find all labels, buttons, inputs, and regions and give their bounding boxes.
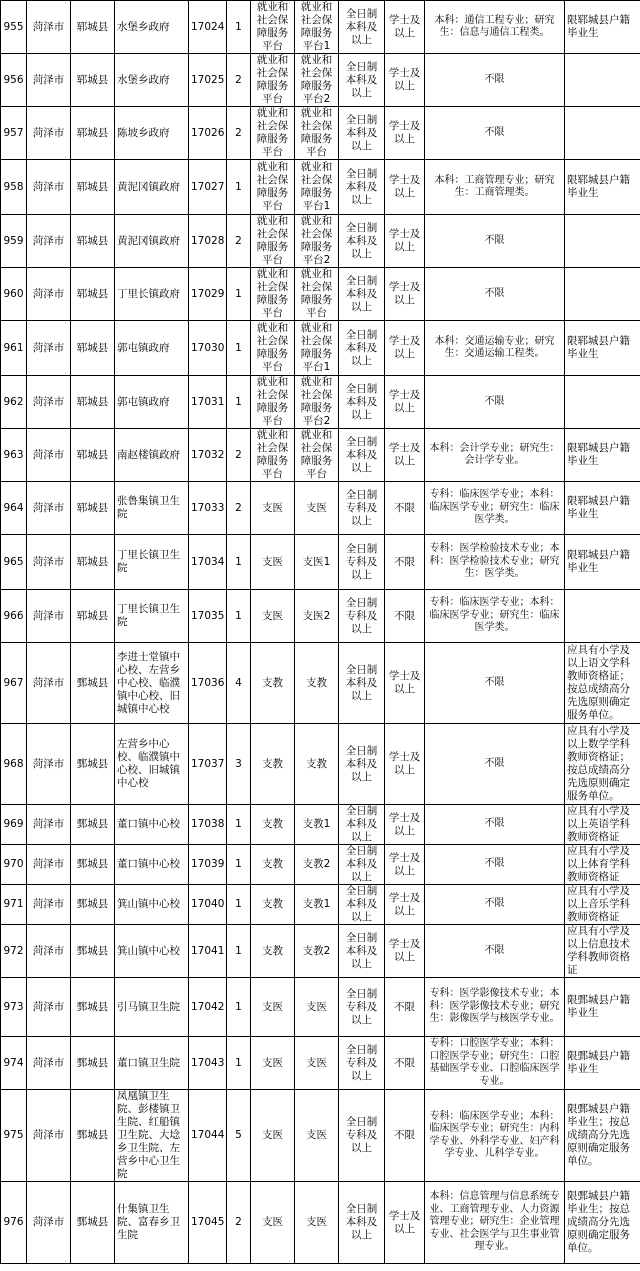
degree-requirement: 学士及以上: [385, 845, 425, 885]
position-category: 支教: [251, 925, 295, 978]
city-cell: 菏泽市: [27, 885, 71, 925]
remark-cell: [565, 215, 640, 268]
position-code: 17025: [189, 54, 227, 107]
position-code: 17037: [189, 724, 227, 805]
county-cell: 郓城县: [71, 268, 115, 321]
row-number: 974: [1, 1037, 27, 1090]
city-cell: 菏泽市: [27, 1, 71, 54]
position-code: 17032: [189, 429, 227, 482]
table-row: [1, 376, 640, 429]
position-category: 就业和社会保障服务平台: [251, 429, 295, 482]
position-category: 支教: [251, 845, 295, 885]
position-category: 支教: [251, 643, 295, 724]
hire-count: 1: [227, 1, 251, 54]
county-cell: 郓城县: [71, 215, 115, 268]
county-cell: 鄄城县: [71, 1182, 115, 1264]
major-requirement: 不限: [425, 376, 565, 429]
unit-cell: 郭屯镇政府: [115, 376, 189, 429]
position-category: 支医: [251, 590, 295, 643]
position-category: 就业和社会保障服务平台: [251, 321, 295, 376]
remark-cell: 限鄄城县户籍毕业生: [565, 978, 640, 1037]
unit-cell: 丁里长镇政府: [115, 268, 189, 321]
row-number: 971: [1, 885, 27, 925]
position-code: 17031: [189, 376, 227, 429]
position-name: 就业和社会保障服务平台: [295, 268, 339, 321]
position-name: 支教1: [295, 805, 339, 845]
table-row: [1, 925, 640, 978]
row-number: 975: [1, 1090, 27, 1182]
unit-cell: 引马镇卫生院: [115, 978, 189, 1037]
table-row: [1, 724, 640, 805]
city-cell: 菏泽市: [27, 1090, 71, 1182]
position-name: 支医: [295, 1090, 339, 1182]
position-code: 17036: [189, 643, 227, 724]
education-requirement: 全日制本科及以上: [339, 160, 385, 215]
remark-cell: 应具有小学及以上体育学科教师资格证: [565, 845, 640, 885]
county-cell: 鄄城县: [71, 845, 115, 885]
city-cell: 菏泽市: [27, 805, 71, 845]
major-requirement: 不限: [425, 643, 565, 724]
position-name: 支医: [295, 1182, 339, 1264]
major-requirement: 专科：口腔医学专业；本科：口腔医学专业；研究生：口腔基础医学专业、口腔临床医学专业。: [425, 1037, 565, 1090]
county-cell: 郓城县: [71, 160, 115, 215]
city-cell: 菏泽市: [27, 160, 71, 215]
education-requirement: 全日制专科及以上: [339, 978, 385, 1037]
education-requirement: 全日制本科及以上: [339, 1182, 385, 1264]
row-number: 973: [1, 978, 27, 1037]
degree-requirement: 不限: [385, 1090, 425, 1182]
hire-count: 2: [227, 1182, 251, 1264]
degree-requirement: 学士及以上: [385, 925, 425, 978]
hire-count: 2: [227, 54, 251, 107]
city-cell: 菏泽市: [27, 978, 71, 1037]
position-name: 就业和社会保障服务平台: [295, 429, 339, 482]
row-number: 965: [1, 535, 27, 590]
unit-cell: 箕山镇中心校: [115, 885, 189, 925]
position-code: 17024: [189, 1, 227, 54]
remark-cell: 限郓城县户籍毕业生: [565, 160, 640, 215]
hire-count: 2: [227, 429, 251, 482]
position-code: 17042: [189, 978, 227, 1037]
major-requirement: 不限: [425, 215, 565, 268]
remark-cell: [565, 376, 640, 429]
position-name: 支医: [295, 1037, 339, 1090]
position-code: 17038: [189, 805, 227, 845]
remark-cell: 限郓城县户籍毕业生: [565, 482, 640, 535]
unit-cell: 水堡乡政府: [115, 54, 189, 107]
city-cell: 菏泽市: [27, 429, 71, 482]
city-cell: 菏泽市: [27, 215, 71, 268]
table-row: [1, 1, 640, 54]
row-number: 955: [1, 1, 27, 54]
row-number: 976: [1, 1182, 27, 1264]
position-name: 就业和社会保障服务平台1: [295, 321, 339, 376]
remark-cell: 限鄄城县户籍毕业生: [565, 1037, 640, 1090]
major-requirement: 本科：通信工程专业；研究生：信息与通信工程类。: [425, 1, 565, 54]
table-row: [1, 160, 640, 215]
education-requirement: 全日制本科及以上: [339, 429, 385, 482]
table-body: [1, 1, 640, 1264]
degree-requirement: 学士及以上: [385, 321, 425, 376]
position-code: 17033: [189, 482, 227, 535]
education-requirement: 全日制专科及以上: [339, 482, 385, 535]
degree-requirement: 不限: [385, 535, 425, 590]
row-number: 962: [1, 376, 27, 429]
table-row: [1, 1090, 640, 1182]
county-cell: 鄄城县: [71, 643, 115, 724]
education-requirement: 全日制本科及以上: [339, 1, 385, 54]
county-cell: 郓城县: [71, 321, 115, 376]
major-requirement: 不限: [425, 724, 565, 805]
degree-requirement: 不限: [385, 978, 425, 1037]
position-category: 支教: [251, 724, 295, 805]
table-row: [1, 107, 640, 160]
education-requirement: 全日制本科及以上: [339, 268, 385, 321]
table-row: [1, 805, 640, 845]
position-category: 支教: [251, 885, 295, 925]
table-row: [1, 1037, 640, 1090]
row-number: 957: [1, 107, 27, 160]
major-requirement: 本科：信息管理与信息系统专业、工商管理专业、人力资源管理专业；研究生：企业管理专业、社会医学与卫生事业管理专业。: [425, 1182, 565, 1264]
education-requirement: 全日制本科及以上: [339, 885, 385, 925]
table-row: [1, 643, 640, 724]
position-category: 就业和社会保障服务平台: [251, 54, 295, 107]
table-row: [1, 215, 640, 268]
degree-requirement: 学士及以上: [385, 805, 425, 845]
education-requirement: 全日制本科及以上: [339, 643, 385, 724]
hire-count: 1: [227, 885, 251, 925]
position-name: 支医1: [295, 535, 339, 590]
major-requirement: 不限: [425, 268, 565, 321]
table-row: [1, 845, 640, 885]
unit-cell: 丁里长镇卫生院: [115, 590, 189, 643]
table-row: [1, 429, 640, 482]
position-name: 就业和社会保障服务平台2: [295, 215, 339, 268]
position-name: 支教: [295, 643, 339, 724]
position-code: 17035: [189, 590, 227, 643]
position-code: 17030: [189, 321, 227, 376]
position-name: 就业和社会保障服务平台: [295, 107, 339, 160]
education-requirement: 全日制本科及以上: [339, 805, 385, 845]
education-requirement: 全日制专科及以上: [339, 1090, 385, 1182]
county-cell: 郓城县: [71, 54, 115, 107]
row-number: 972: [1, 925, 27, 978]
hire-count: 5: [227, 1090, 251, 1182]
position-name: 支教2: [295, 845, 339, 885]
position-code: 17043: [189, 1037, 227, 1090]
row-number: 956: [1, 54, 27, 107]
remark-cell: 应具有小学及以上语文学科教师资格证；按总成绩高分先选原则确定服务单位。: [565, 643, 640, 724]
education-requirement: 全日制本科及以上: [339, 845, 385, 885]
hire-count: 1: [227, 1037, 251, 1090]
degree-requirement: 学士及以上: [385, 429, 425, 482]
remark-cell: [565, 590, 640, 643]
table-row: [1, 54, 640, 107]
hire-count: 1: [227, 925, 251, 978]
city-cell: 菏泽市: [27, 54, 71, 107]
degree-requirement: 学士及以上: [385, 724, 425, 805]
row-number: 963: [1, 429, 27, 482]
row-number: 966: [1, 590, 27, 643]
unit-cell: 凤凰镇卫生院、彭楼镇卫生院、红船镇卫生院、大埝乡卫生院、左营乡中心卫生院: [115, 1090, 189, 1182]
position-name: 支医2: [295, 590, 339, 643]
position-category: 就业和社会保障服务平台: [251, 376, 295, 429]
education-requirement: 全日制本科及以上: [339, 321, 385, 376]
unit-cell: 丁里长镇卫生院: [115, 535, 189, 590]
county-cell: 郓城县: [71, 429, 115, 482]
major-requirement: 不限: [425, 885, 565, 925]
city-cell: 菏泽市: [27, 1037, 71, 1090]
major-requirement: 本科：会计学专业；研究生：会计学专业。: [425, 429, 565, 482]
table-row: [1, 268, 640, 321]
city-cell: 菏泽市: [27, 376, 71, 429]
unit-cell: 董口镇中心校: [115, 845, 189, 885]
position-category: 就业和社会保障服务平台: [251, 215, 295, 268]
position-category: 支医: [251, 1182, 295, 1264]
unit-cell: 黄泥冈镇政府: [115, 215, 189, 268]
position-name: 支教: [295, 724, 339, 805]
remark-cell: 限郓城县户籍毕业生: [565, 1, 640, 54]
position-category: 支医: [251, 535, 295, 590]
major-requirement: 专科：临床医学专业；本科：临床医学专业；研究生：内科学专业、外科学专业、妇产科学专业、儿科学专业。: [425, 1090, 565, 1182]
row-number: 959: [1, 215, 27, 268]
county-cell: 鄄城县: [71, 1037, 115, 1090]
hire-count: 3: [227, 724, 251, 805]
degree-requirement: 学士及以上: [385, 107, 425, 160]
unit-cell: 水堡乡政府: [115, 1, 189, 54]
county-cell: 郓城县: [71, 376, 115, 429]
remark-cell: 限鄄城县户籍毕业生；按总成绩高分先选原则确定服务单位。: [565, 1090, 640, 1182]
unit-cell: 什集镇卫生院、富春乡卫生院: [115, 1182, 189, 1264]
table-row: [1, 590, 640, 643]
degree-requirement: 学士及以上: [385, 54, 425, 107]
position-code: 17040: [189, 885, 227, 925]
major-requirement: 专科：临床医学专业；本科：临床医学专业；研究生：临床医学类。: [425, 482, 565, 535]
degree-requirement: 不限: [385, 482, 425, 535]
city-cell: 菏泽市: [27, 107, 71, 160]
position-code: 17039: [189, 845, 227, 885]
position-name: 就业和社会保障服务平台2: [295, 54, 339, 107]
degree-requirement: 学士及以上: [385, 643, 425, 724]
unit-cell: 李进士堂镇中心校、左营乡中心校、临濮镇中心校、旧城镇中心校: [115, 643, 189, 724]
major-requirement: 本科：工商管理专业；研究生：工商管理类。: [425, 160, 565, 215]
remark-cell: 应具有小学及以上音乐学科教师资格证: [565, 885, 640, 925]
position-name: 支医: [295, 482, 339, 535]
remark-cell: 限郓城县户籍毕业生: [565, 321, 640, 376]
city-cell: 菏泽市: [27, 845, 71, 885]
unit-cell: 箕山镇中心校: [115, 925, 189, 978]
degree-requirement: 学士及以上: [385, 376, 425, 429]
row-number: 969: [1, 805, 27, 845]
county-cell: 鄄城县: [71, 1090, 115, 1182]
row-number: 970: [1, 845, 27, 885]
degree-requirement: 不限: [385, 1037, 425, 1090]
city-cell: 菏泽市: [27, 535, 71, 590]
position-name: 就业和社会保障服务平台1: [295, 1, 339, 54]
county-cell: 鄄城县: [71, 724, 115, 805]
hire-count: 1: [227, 535, 251, 590]
county-cell: 鄄城县: [71, 978, 115, 1037]
major-requirement: 专科：医学检验技术专业；本科：医学检验技术专业；研究生：医学类。: [425, 535, 565, 590]
county-cell: 郓城县: [71, 590, 115, 643]
remark-cell: 应具有小学及以上英语学科教师资格证: [565, 805, 640, 845]
remark-cell: 限鄄城县户籍毕业生；按总成绩高分先选原则确定服务单位。: [565, 1182, 640, 1264]
hire-count: 2: [227, 215, 251, 268]
position-category: 支医: [251, 482, 295, 535]
major-requirement: 不限: [425, 107, 565, 160]
degree-requirement: 学士及以上: [385, 268, 425, 321]
major-requirement: 专科：临床医学专业；本科：临床医学专业；研究生：临床医学类。: [425, 590, 565, 643]
city-cell: 菏泽市: [27, 482, 71, 535]
degree-requirement: 不限: [385, 590, 425, 643]
county-cell: 鄄城县: [71, 925, 115, 978]
remark-cell: 限郓城县户籍毕业生: [565, 429, 640, 482]
position-code: 17028: [189, 215, 227, 268]
hire-count: 2: [227, 107, 251, 160]
position-category: 就业和社会保障服务平台: [251, 160, 295, 215]
city-cell: 菏泽市: [27, 590, 71, 643]
position-code: 17029: [189, 268, 227, 321]
education-requirement: 全日制专科及以上: [339, 535, 385, 590]
education-requirement: 全日制本科及以上: [339, 376, 385, 429]
row-number: 967: [1, 643, 27, 724]
county-cell: 郓城县: [71, 1, 115, 54]
education-requirement: 全日制专科及以上: [339, 1037, 385, 1090]
hire-count: 1: [227, 845, 251, 885]
hire-count: 1: [227, 160, 251, 215]
table-row: [1, 321, 640, 376]
position-category: 支医: [251, 1037, 295, 1090]
major-requirement: 不限: [425, 805, 565, 845]
position-category: 就业和社会保障服务平台: [251, 107, 295, 160]
row-number: 958: [1, 160, 27, 215]
unit-cell: 董口镇卫生院: [115, 1037, 189, 1090]
remark-cell: 应具有小学及以上数学学科教师资格证；按总成绩高分先选原则确定服务单位。: [565, 724, 640, 805]
city-cell: 菏泽市: [27, 1182, 71, 1264]
position-name: 就业和社会保障服务平台2: [295, 376, 339, 429]
unit-cell: 陈坡乡政府: [115, 107, 189, 160]
table-row: [1, 1182, 640, 1264]
county-cell: 鄄城县: [71, 805, 115, 845]
city-cell: 菏泽市: [27, 643, 71, 724]
education-requirement: 全日制本科及以上: [339, 724, 385, 805]
table-row: [1, 482, 640, 535]
education-requirement: 全日制本科及以上: [339, 107, 385, 160]
position-category: 支医: [251, 1090, 295, 1182]
hire-count: 4: [227, 643, 251, 724]
hire-count: 1: [227, 268, 251, 321]
unit-cell: 左营乡中心校、临濮镇中心校、旧城镇中心校: [115, 724, 189, 805]
county-cell: 郓城县: [71, 482, 115, 535]
table-row: [1, 535, 640, 590]
hire-count: 1: [227, 376, 251, 429]
unit-cell: 黄泥冈镇政府: [115, 160, 189, 215]
position-name: 支教2: [295, 925, 339, 978]
table-row: [1, 885, 640, 925]
major-requirement: 专科：医学影像技术专业；本科：医学影像技术专业；研究生：影像医学与核医学专业。: [425, 978, 565, 1037]
education-requirement: 全日制本科及以上: [339, 215, 385, 268]
remark-cell: 限郓城县户籍毕业生: [565, 535, 640, 590]
position-category: 支教: [251, 805, 295, 845]
degree-requirement: 学士及以上: [385, 885, 425, 925]
remark-cell: [565, 107, 640, 160]
remark-cell: [565, 54, 640, 107]
unit-cell: 张鲁集镇卫生院: [115, 482, 189, 535]
position-name: 支医: [295, 978, 339, 1037]
table-row: [1, 978, 640, 1037]
position-name: 支教1: [295, 885, 339, 925]
county-cell: 鄄城县: [71, 885, 115, 925]
degree-requirement: 学士及以上: [385, 1, 425, 54]
row-number: 968: [1, 724, 27, 805]
position-code: 17041: [189, 925, 227, 978]
remark-cell: 应具有小学及以上信息技术学科教师资格证: [565, 925, 640, 978]
position-category: 就业和社会保障服务平台: [251, 268, 295, 321]
education-requirement: 全日制本科及以上: [339, 925, 385, 978]
major-requirement: 不限: [425, 925, 565, 978]
position-category: 支医: [251, 978, 295, 1037]
major-requirement: 不限: [425, 845, 565, 885]
hire-count: 1: [227, 805, 251, 845]
row-number: 961: [1, 321, 27, 376]
degree-requirement: 学士及以上: [385, 215, 425, 268]
remark-cell: [565, 268, 640, 321]
position-code: 17034: [189, 535, 227, 590]
city-cell: 菏泽市: [27, 321, 71, 376]
education-requirement: 全日制本科及以上: [339, 54, 385, 107]
education-requirement: 全日制专科及以上: [339, 590, 385, 643]
county-cell: 郓城县: [71, 535, 115, 590]
unit-cell: 南赵楼镇政府: [115, 429, 189, 482]
position-name: 就业和社会保障服务平台1: [295, 160, 339, 215]
position-code: 17044: [189, 1090, 227, 1182]
hire-count: 1: [227, 978, 251, 1037]
city-cell: 菏泽市: [27, 268, 71, 321]
degree-requirement: 学士及以上: [385, 1182, 425, 1264]
degree-requirement: 学士及以上: [385, 160, 425, 215]
major-requirement: 不限: [425, 54, 565, 107]
unit-cell: 董口镇中心校: [115, 805, 189, 845]
position-code: 17027: [189, 160, 227, 215]
hire-count: 2: [227, 482, 251, 535]
position-category: 就业和社会保障服务平台: [251, 1, 295, 54]
major-requirement: 本科：交通运输专业；研究生：交通运输工程类。: [425, 321, 565, 376]
position-code: 17026: [189, 107, 227, 160]
row-number: 964: [1, 482, 27, 535]
row-number: 960: [1, 268, 27, 321]
hire-count: 1: [227, 590, 251, 643]
unit-cell: 郭屯镇政府: [115, 321, 189, 376]
city-cell: 菏泽市: [27, 724, 71, 805]
city-cell: 菏泽市: [27, 925, 71, 978]
position-code: 17045: [189, 1182, 227, 1264]
hire-count: 1: [227, 321, 251, 376]
county-cell: 郓城县: [71, 107, 115, 160]
